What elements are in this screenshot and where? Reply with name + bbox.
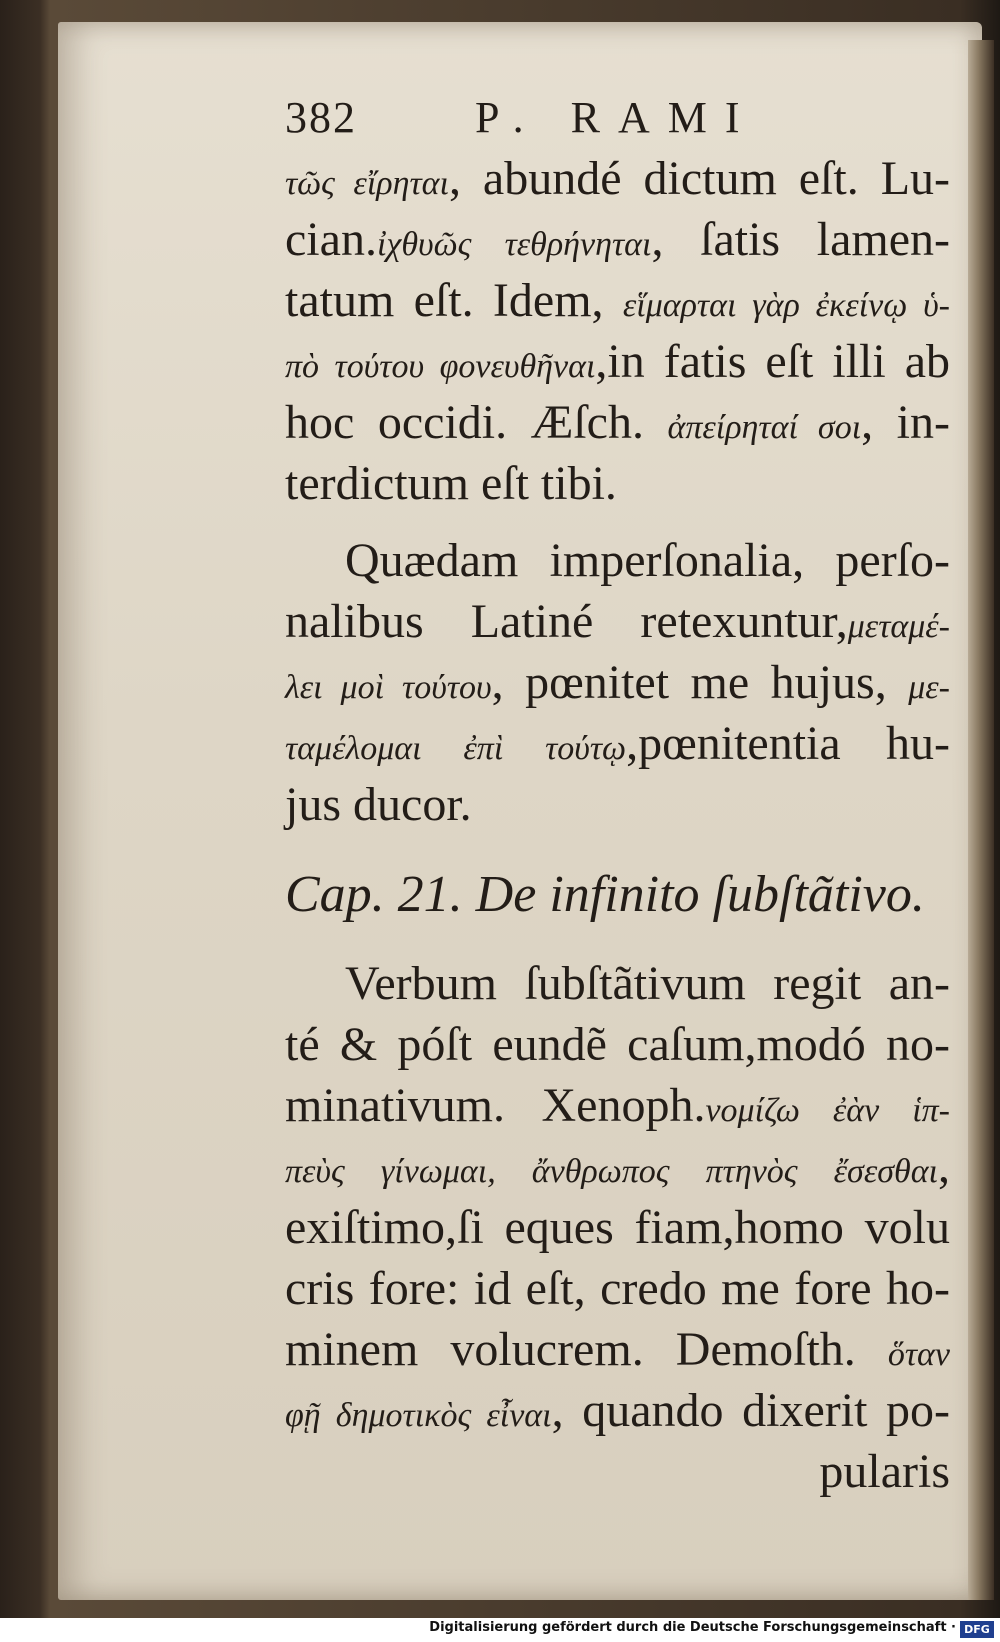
chapter-heading: Cap. 21. De infinito ſubſtãtivo.	[285, 866, 925, 923]
page-number: 382	[285, 93, 357, 142]
greek-phrase: πεὺς γίνωμαι, ἄνθρωπος πτηνὸς ἔσεσθαι	[285, 1153, 938, 1190]
text-line	[285, 1075, 950, 1136]
greek-phrase: ἀπείρηταί σοι	[667, 409, 862, 446]
latin-text: ,pœnitentia hu-	[626, 717, 950, 770]
text-line	[285, 1197, 950, 1258]
paragraph-gap	[285, 514, 950, 530]
text-line	[285, 1319, 950, 1380]
latin-text: ,	[938, 1140, 950, 1193]
text-line	[285, 392, 950, 453]
greek-phrase: τῶς εἴρηται	[285, 165, 449, 202]
latin-text: ,in fatis eſt illi ab	[595, 335, 950, 388]
latin-text: minem volucrem. Demoſth.	[285, 1323, 888, 1376]
text-line	[285, 652, 950, 713]
latin-text: Quædam imperſonalia, perſo-	[345, 534, 950, 587]
greek-phrase: ἰχθυῶς τεθρήνηται	[376, 226, 652, 263]
text-line	[285, 209, 950, 270]
text-line	[285, 774, 950, 835]
latin-text: exiſtimo,ſi eques fiam,homo volu	[285, 1201, 950, 1254]
page-text-block	[285, 92, 950, 1502]
greek-phrase: ὅταν	[887, 1336, 950, 1373]
latin-text: cris fore: id eſt, credo me fore ho-	[285, 1262, 950, 1315]
dfg-logo: DFG	[960, 1621, 994, 1638]
text-line	[285, 1136, 950, 1197]
latin-text: , pœnitet me hujus,	[491, 656, 909, 709]
latin-text: terdictum eſt tibi.	[285, 457, 617, 510]
greek-phrase: μεταμέ-	[847, 608, 950, 645]
greek-phrase: εἵμαρται γὰρ ἐκείνῳ ὑ-	[622, 287, 950, 324]
text-line	[285, 270, 950, 331]
latin-text: cian.	[285, 213, 377, 266]
latin-text: Verbum ſubſtãtivum regit an-	[345, 957, 950, 1010]
funding-notice: Digitalisierung gefördert durch die Deutsche Forschungsgemeinschaft ·	[429, 1620, 956, 1635]
greek-phrase: με-	[908, 669, 950, 706]
digitization-footer	[0, 1618, 1000, 1642]
latin-text: minativum. Xenoph.	[285, 1079, 706, 1132]
page-edge-shadow	[968, 40, 994, 1600]
latin-text: nalibus Latiné retexuntur,	[285, 595, 848, 648]
latin-text: , quando dixerit po-	[551, 1384, 950, 1437]
latin-text: , in-	[861, 396, 950, 449]
text-line	[285, 1014, 950, 1075]
latin-text: , ſatis lamen-	[651, 213, 951, 266]
latin-text: hoc occidi. Æſch.	[285, 396, 668, 449]
greek-phrase: νομίζω ἐὰν ἱπ-	[705, 1092, 950, 1129]
text-line	[285, 331, 950, 392]
latin-text: , abundé dictum eſt. Lu-	[448, 152, 951, 205]
text-line	[285, 453, 950, 514]
text-line	[285, 148, 950, 209]
greek-phrase: λει μοὶ τούτου	[285, 669, 492, 706]
catchword: pularis	[819, 1445, 950, 1498]
running-header	[285, 92, 950, 148]
running-title: P. RAMI	[475, 93, 758, 142]
text-line	[285, 713, 950, 774]
text-line	[285, 953, 950, 1014]
text-line	[285, 1380, 950, 1441]
greek-phrase: ταμέλομαι ἐπὶ τούτῳ	[285, 730, 627, 767]
greek-phrase: φῇ δημοτικὸς εἶναι	[285, 1397, 552, 1434]
latin-text: té & póſt eundẽ caſum,modó no-	[285, 1018, 950, 1071]
text-line	[285, 591, 950, 652]
latin-text: tatum eſt. Idem,	[285, 274, 623, 327]
text-line	[285, 530, 950, 591]
latin-text: jus ducor.	[285, 778, 472, 831]
greek-phrase: πὸ τούτου φονευθῆναι	[285, 348, 596, 385]
text-line	[285, 1258, 950, 1319]
